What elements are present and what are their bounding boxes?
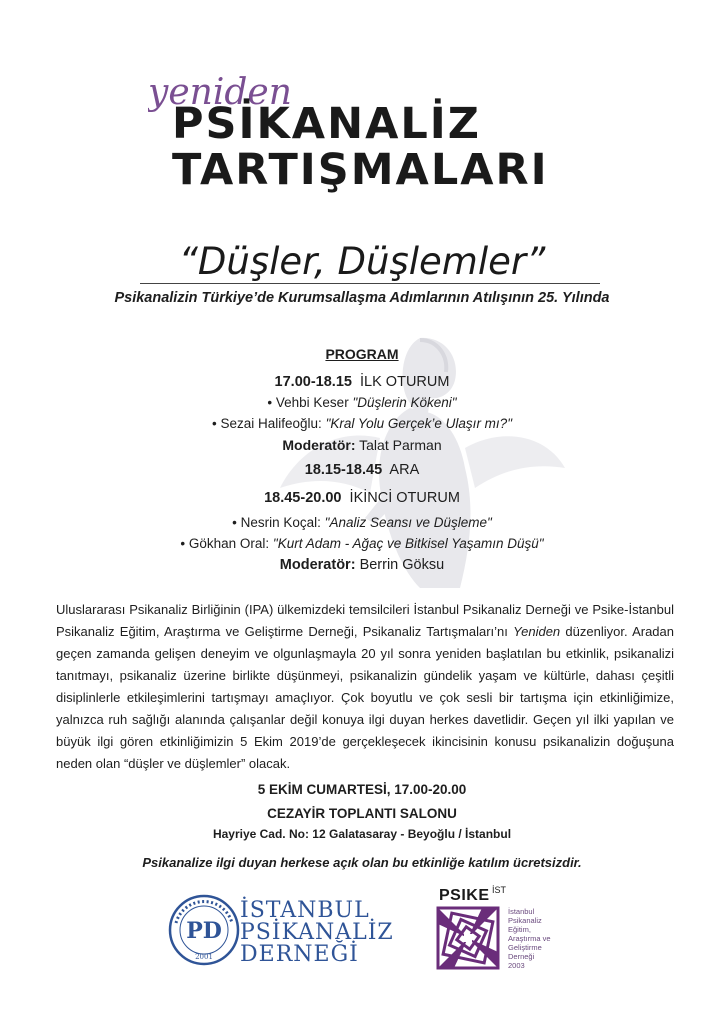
psike-wordmark: PSIKE xyxy=(439,887,490,904)
psike-line: Geliştirme xyxy=(508,943,542,952)
talk-title: "Kurt Adam - Ağaç ve Bitkisel Yaşamın Düşü" xyxy=(272,536,544,551)
psike-superscript: İST xyxy=(492,885,507,895)
event-date: 5 EKİM CUMARTESİ, 17.00-20.00 xyxy=(257,782,467,797)
psike-spiral-logo xyxy=(434,904,502,972)
moderator-name: Talat Parman xyxy=(359,437,442,453)
break-time: 18.15-18.45 xyxy=(304,462,383,478)
break-header xyxy=(0,462,724,478)
ipd-seal-logo xyxy=(168,893,240,967)
talk-title: "Düşlerin Kökeni" xyxy=(352,395,457,410)
ipd-name-line2: PSİKANALİZ xyxy=(240,920,394,945)
psike-line: Araştırma ve xyxy=(508,934,551,943)
session2-name: İKİNCİ OTURUM xyxy=(349,490,460,506)
ipd-name-line3: DERNEĞİ xyxy=(240,942,359,967)
session1-name: İLK OTURUM xyxy=(360,374,450,390)
speaker: • Sezai Halifeoğlu: xyxy=(212,416,322,431)
ipd-name-line1: İSTANBUL xyxy=(240,898,370,923)
psike-line: Derneği xyxy=(508,952,535,961)
event-subtitle: Psikanalizin Türkiye’de Kurumsallaşma Adımlarının Atılışının 25. Yılında xyxy=(114,290,610,306)
page-title-line1: PSİKANALİZ xyxy=(172,99,481,149)
speaker: • Nesrin Koçal: xyxy=(232,515,321,530)
session2-talk-2 xyxy=(0,536,724,551)
session2-talk-1 xyxy=(0,515,724,530)
psike-line: Eğitim, xyxy=(508,925,531,934)
psike-line: Psikanaliz xyxy=(508,916,542,925)
moderator-label: Moderatör: xyxy=(282,437,356,453)
moderator-name: Berrin Göksu xyxy=(359,557,445,573)
session2-moderator xyxy=(0,557,724,573)
session1-talk-2 xyxy=(0,416,724,431)
program-heading: PROGRAM xyxy=(325,346,399,362)
description-paragraph xyxy=(56,599,674,775)
description-emphasis: Yeniden xyxy=(513,624,561,639)
session1-header xyxy=(0,374,724,390)
session1-time: 17.00-18.15 xyxy=(274,374,352,390)
session1-moderator xyxy=(0,437,724,453)
talk-title: "Analiz Seansı ve Düşleme" xyxy=(324,515,492,530)
ipd-seal-monogram: PD xyxy=(186,918,222,944)
talk-title: "Kral Yolu Gerçek’e Ulaşır mı?" xyxy=(325,416,512,431)
title-divider xyxy=(140,283,600,284)
description-part2: düzenliyor. Aradan geçen zamanda gelişen deneyim ve olgunlaşmayla 20 yıl sonra yeniden başlatılan bu etkinlik, psikanalizi tanıtmayı, psikanaliz üzerine birlikte düşünmeyi, psikanalizin gündelik yaşam ve kültürle, dahası çeşitli disiplinlerle etkileşimlerini tartışmayı amaçlıyor. Çok boyutlu ve çok sesli bir tartışma için etkinliğimize, yalnızca ruh sağlığı alanında çalışanlar değil konuya ilgi duyan herkes davetlidir. Geçen yıl ilki yapılan ve büyük ilgi gören etkinliğimizin 5 Ekim 2019’de gerçekleşecek ikincisinin konusu psikanalizin doğuşuna neden olan “düşler ve düşlemler” olacak. xyxy=(56,624,675,771)
free-entry-notice: Psikanalize ilgi duyan herkese açık olan bu etkinliğe katılım ücretsizdir. xyxy=(142,855,582,870)
psike-line: 2003 xyxy=(508,961,525,970)
moderator-label: Moderatör: xyxy=(279,557,356,573)
event-title: “Düşler, Düşlemler” xyxy=(178,240,546,283)
speaker: • Gökhan Oral: xyxy=(180,536,270,551)
page-title-line2: TARTIŞMALARI xyxy=(172,145,549,195)
speaker: • Vehbi Keser xyxy=(267,395,349,410)
session2-header xyxy=(0,490,724,506)
event-venue: CEZAYİR TOPLANTI SALONU xyxy=(267,806,457,821)
ipd-seal-year: 2001 xyxy=(195,953,213,961)
break-name: ARA xyxy=(389,462,420,478)
psike-line: İstanbul xyxy=(508,907,535,916)
session1-talk-1 xyxy=(0,395,724,410)
header-kicker: yeniden xyxy=(148,72,292,113)
description-part1: Uluslararası Psikanaliz Birliğinin (IPA) ülkemizdeki temsilcileri İstanbul Psikanaliz Derneği ve Psike-İstanbul Psikanaliz Eğitim, Araştırma ve Geliştirme Derneği, Psikanaliz Tartışmaları’nı xyxy=(56,602,674,639)
session2-time: 18.45-20.00 xyxy=(264,490,342,506)
event-address: Hayriye Cad. No: 12 Galatasaray - Beyoğlu / İstanbul xyxy=(212,827,512,841)
